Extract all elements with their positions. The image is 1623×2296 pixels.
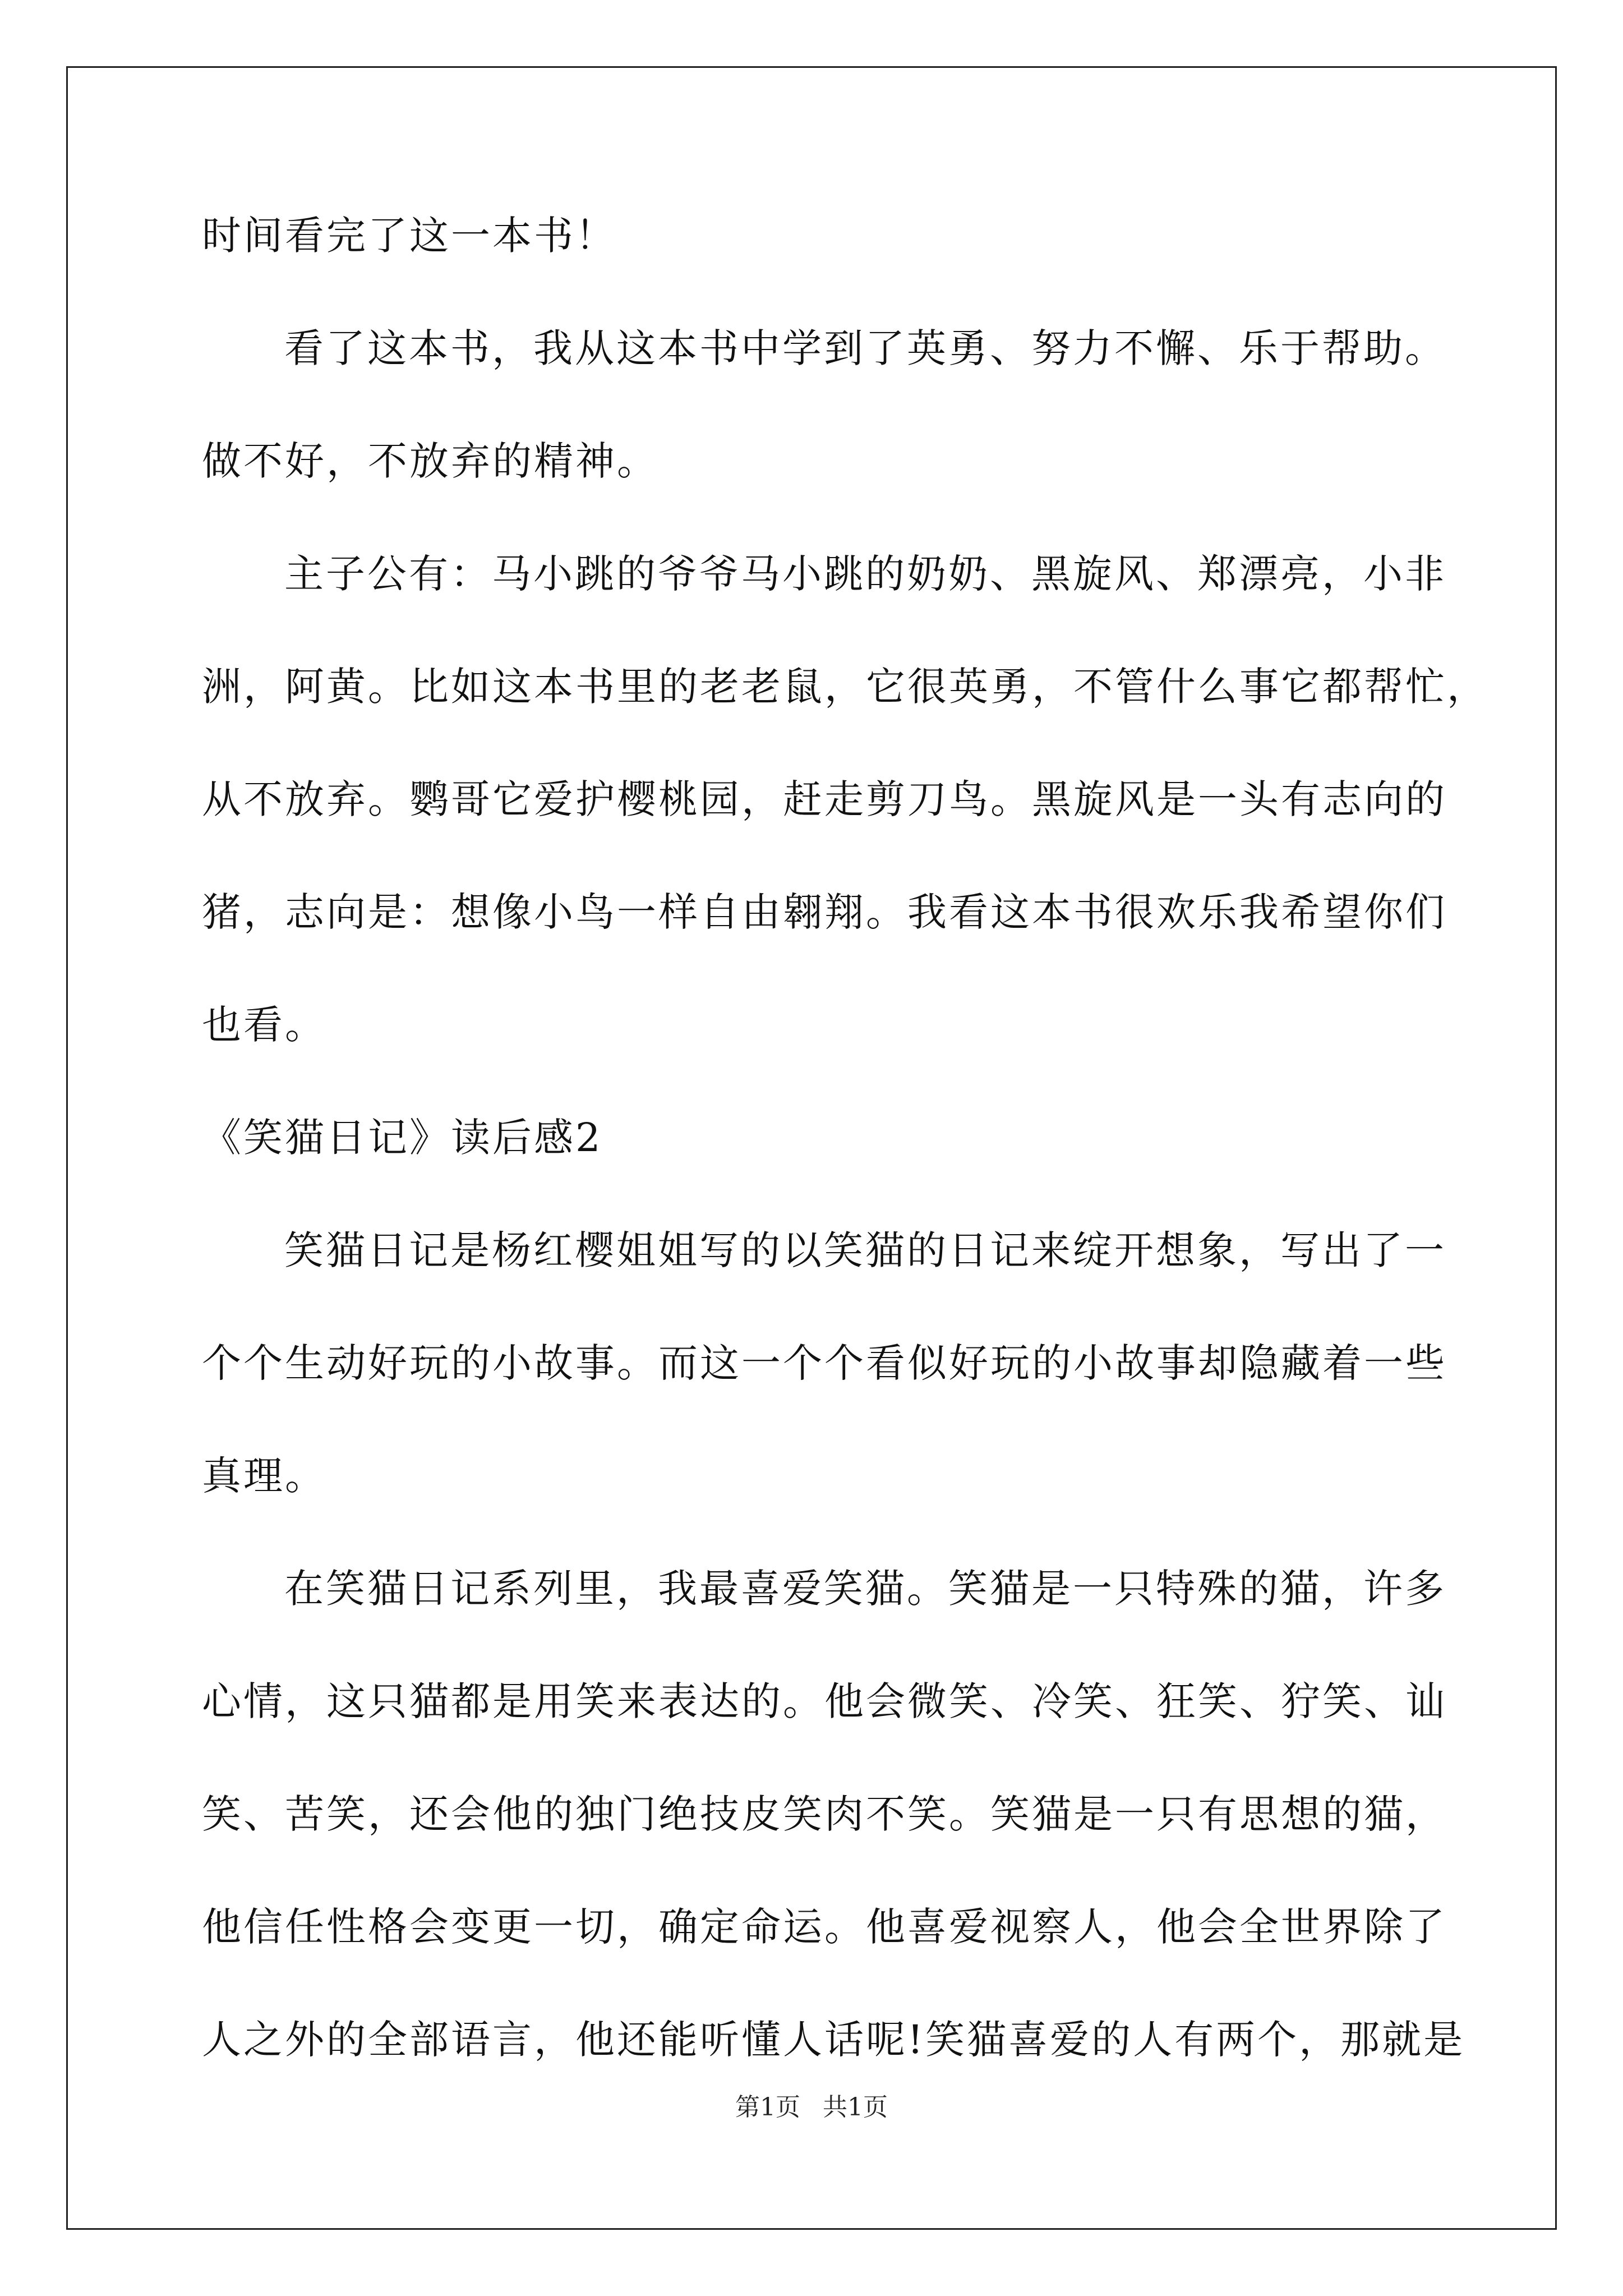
text-line: 从不放弃。鹦哥它爱护樱桃园，赶走剪刀鸟。黑旋风是一头有志向的 <box>202 776 1447 822</box>
document-body <box>202 208 1488 2124</box>
page-number: 第1页 <box>735 2093 800 2122</box>
text-line: 真理。 <box>202 1453 326 1499</box>
text-line: 笑猫日记是杨红樱姐姐写的以笑猫的日记来绽开想象，写出了一 <box>284 1227 1446 1273</box>
text-line: 也看。 <box>202 1002 326 1048</box>
text-line: 笑、苦笑，还会他的独门绝技皮笑肉不笑。笑猫是一只有思想的猫， <box>202 1791 1447 1837</box>
text-line: 人之外的全部语言，他还能听懂人话呢!笑猫喜爱的人有两个，那就是 <box>202 2017 1465 2063</box>
text-line: 主子公有：马小跳的爷爷马小跳的奶奶、黑旋风、郑漂亮，小非 <box>284 551 1446 597</box>
text-line: 看了这本书，我从这本书中学到了英勇、努力不懈、乐于帮助。 <box>284 325 1446 371</box>
text-line: 时间看完了这一本书！ <box>202 213 617 259</box>
text-line: 个个生动好玩的小故事。而这一个个看似好玩的小故事却隐藏着一些 <box>202 1340 1447 1386</box>
text-line: 做不好，不放弃的精神。 <box>202 438 658 484</box>
section-heading: 《笑猫日记》读后感2 <box>202 1115 603 1161</box>
text-line: 他信任性格会变更一切，确定命运。他喜爱视察人，他会全世界除了 <box>202 1904 1447 1950</box>
text-line: 心情，这只猫都是用笑来表达的。他会微笑、冷笑、狂笑、狞笑、讪 <box>202 1678 1447 1724</box>
text-line: 在笑猫日记系列里，我最喜爱笑猫。笑猫是一只特殊的猫，许多 <box>284 1566 1446 1612</box>
page-footer <box>0 2087 1623 2123</box>
page-total: 共1页 <box>823 2093 888 2122</box>
text-line: 猪，志向是：想像小鸟一样自由翱翔。我看这本书很欢乐我希望你们 <box>202 889 1447 935</box>
text-line: 洲，阿黄。比如这本书里的老老鼠，它很英勇，不管什么事它都帮忙， <box>202 664 1488 710</box>
